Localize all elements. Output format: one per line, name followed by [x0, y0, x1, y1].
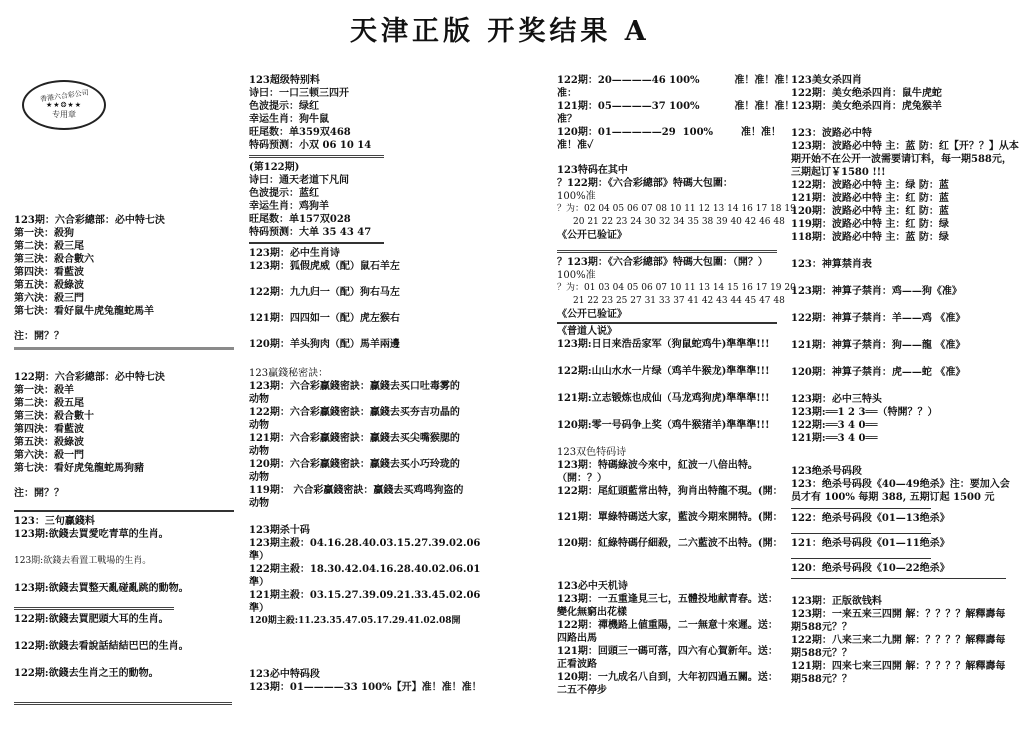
genuine-money-section: [791, 595, 1023, 686]
list-item: 123期：一五重逢見三七，五體投地献青春。送：: [557, 594, 778, 605]
divider: [14, 607, 174, 610]
list-item: 期588元？？: [791, 648, 852, 659]
list-item: 第三決：殺合數十: [14, 411, 94, 422]
official-stamp: [22, 80, 106, 130]
section-heading: 123双色特码诗: [557, 447, 627, 458]
special-code-123: [557, 256, 796, 324]
list-item: 122期主殺：18.30.42.04.16.28.40.02.06.01: [249, 564, 481, 575]
section-heading: 123期：正版欲钱料: [791, 596, 882, 607]
divider: [791, 533, 931, 534]
section-heading: 123必中天机诗: [557, 581, 628, 592]
list-item: 122期：美女绝杀四肖：鼠牛虎蛇: [791, 88, 942, 99]
list-item: 特码预测：大单 35 43 47: [249, 227, 372, 238]
list-item: 第六決：殺三門: [14, 293, 84, 304]
list-item: 120期：一九成名八自到，大年初四過五關。送：: [557, 672, 778, 683]
three-heads-section: [791, 393, 1023, 445]
number-list: 21 22 23 25 27 31 33 37 41 42 43 44 45 47 48: [573, 296, 785, 306]
column-3: [557, 74, 796, 697]
list-item: 123期：六合彩贏錢密訣：贏錢去买口吐毒雾的动物: [249, 381, 460, 405]
divider: [14, 347, 234, 350]
section-heading: 123超级特别料: [249, 75, 320, 86]
list-item: 期588元？？: [791, 622, 852, 633]
list-item: 四路出馬: [557, 633, 597, 644]
divider: [557, 322, 777, 324]
stamp-bottom-text: 专用章: [52, 109, 76, 119]
membership-notice: 123：绝杀号码段《40—49绝杀》注：要加入会员才有 100% 每期 388, 五期订起 1500 元: [791, 479, 1010, 503]
list-item: 诗曰：通天老道下凡间: [249, 175, 349, 186]
list-item: 幸运生肖：狗牛鼠: [249, 114, 329, 125]
list-item: 准：: [557, 88, 577, 99]
list-item: 122期:山山水水一片绿（鸡羊牛猴龙)準準準!!!: [557, 366, 770, 377]
section-heading: 123绝杀号码段: [791, 466, 862, 477]
heaven-poem-section: [557, 580, 777, 697]
list-item: 123期：特碼綠波今來中，紅波一八倍出特。: [557, 460, 758, 471]
kill-ten-codes-section: [249, 524, 484, 628]
list-item: 120期:零一号码争上奖（鸡牛猴猪羊)準準準!!!: [557, 420, 770, 431]
list-item: 诗曰：一口三顿三四开: [249, 88, 349, 99]
list-item: 121期：單綠特碼送大家，藍波今期來開特。(開：: [557, 512, 783, 523]
list-item: 122期:欲錢去生肖之王的動物。: [14, 668, 159, 679]
list-item: 准！准✓: [557, 140, 594, 151]
three-sentence-section: [14, 515, 234, 680]
list-item: 120期：01—————29 100% 准！准！: [557, 127, 781, 138]
number-list: 20 21 22 23 24 30 32 34 35 38 39 40 42 46 48: [573, 217, 785, 227]
list-item: 第五決：殺綠波: [14, 280, 84, 291]
list-item: 121期：波路必中特 主：红 防：蓝: [791, 193, 949, 204]
list-item: 第二決：殺三尾: [14, 241, 84, 252]
list-item: 122期：尾紅頭藍常出特，狗肖出特龍不現。(開：: [557, 486, 783, 497]
kill-range-section: [791, 465, 1023, 579]
seven-rules-123: [14, 214, 234, 350]
list-item: 123期:日日来浩岳家军（狗鼠蛇鸡牛)準準準!!!: [557, 339, 770, 350]
list-item: 122期:══3 4 0══: [791, 420, 878, 431]
list-item: 120期：六合彩贏錢密訣：贏錢去买小巧玲珑的动物: [249, 459, 460, 483]
history-results: [557, 74, 795, 152]
divider: [791, 508, 931, 509]
list-item: 第五決：殺綠波: [14, 437, 84, 448]
list-item: 121期：神算子禁肖：狗——龍 《准》: [791, 340, 966, 351]
list-item: 120期：波路必中特 主：红 防：蓝: [791, 206, 949, 217]
list-item: 120期：羊头狗肉（配）馬羊兩邊: [249, 339, 400, 350]
wave-path-section: [791, 127, 1023, 244]
list-item: 旺尾数：单157双028: [249, 214, 351, 225]
section-heading: 123贏錢秘密訣：: [249, 368, 329, 379]
column-1: [14, 214, 234, 680]
list-item: 第三決：殺合數六: [14, 254, 94, 265]
list-item: 121：绝杀号码段《01—11绝杀》: [791, 538, 950, 549]
list-item: 準）: [249, 551, 269, 562]
list-item: 特码预测：小双 06 10 14: [249, 140, 372, 151]
section-heading: 《普道人说》: [557, 326, 617, 337]
section-heading: 123期：必中三特头: [791, 394, 882, 405]
list-item: 121期：六合彩贏錢密訣：贏錢去买尖嘴猴腮的动物: [249, 433, 460, 457]
list-item: 121期主殺：03.15.27.39.09.21.33.45.02.06: [249, 590, 481, 601]
list-item: 123期：神算子禁肖：鸡——狗《准》: [791, 286, 962, 297]
note: 注：開？？: [14, 488, 64, 499]
list-item: 122期：八来三来二九開 解：？？？？解釋壽每: [791, 635, 1006, 646]
list-item: 正看波路: [557, 659, 597, 670]
list-item: 123期：狐假虎威（配）鼠石羊左: [249, 261, 400, 272]
list-item: 121期：回頭三一碼可落，四六有心賀新年。送：: [557, 646, 778, 657]
list-item: 二五不停步: [557, 685, 607, 696]
list-item: 準）: [249, 603, 269, 614]
list-item: 122期：神算子禁肖：羊——鸡 《准》: [791, 313, 966, 324]
divider: [14, 510, 234, 512]
list-item: 119期： 六合彩贏錢密訣：贏錢去买鸡鸣狗盗的动物: [249, 485, 464, 509]
section-heading: 123期杀十码: [249, 525, 310, 536]
section-heading: 123：神算禁肖表: [791, 259, 872, 270]
list-item: ？123期：《六合彩總部》特碼大包圍：（開？）: [557, 257, 768, 268]
super-special-123: [249, 74, 484, 158]
list-item: 122期：六合彩贏錢密訣：贏錢去买夯吉功晶的动物: [249, 407, 460, 431]
list-item: 122期：禪機路上値重陽，二一無意十來遲。送：: [557, 620, 778, 631]
section-heading: 123美女杀四肖: [791, 75, 862, 86]
list-item: 幸运生肖：鸡狗羊: [249, 201, 329, 212]
list-item: 122期:欲錢去買肥頭大耳的生肖。: [14, 614, 169, 625]
list-item: 第四決：看藍波: [14, 424, 84, 435]
list-item: （開：？）: [557, 473, 607, 484]
list-item: 118期：波路必中特 主：蓝 防：绿: [791, 232, 949, 243]
column-2: [249, 74, 484, 694]
divider: [791, 558, 931, 559]
list-item: 121期:立志锻炼也成仙（马龙鸡狗虎)準準準!!!: [557, 393, 770, 404]
list-item: 期588元？？: [791, 674, 852, 685]
list-item: 第七決：看好虎兔龍蛇馬狗豬: [14, 463, 144, 474]
list-item: 100%准: [557, 191, 596, 202]
special-code-range-section: [249, 668, 484, 694]
divider: [249, 155, 384, 158]
zodiac-poem-section: [249, 247, 484, 351]
stamp-stars-icon: ★★❂★★: [46, 100, 82, 109]
list-item: 121期：05————37 100% 准！准！准！: [557, 101, 795, 112]
list-item: 123期：01————33 100%【开】准！准！准！: [249, 682, 482, 693]
list-item: 123期:欲錢去買整天亂碰亂跳的動物。: [14, 583, 189, 594]
list-item: 121期:══3 4 0══: [791, 433, 878, 444]
number-list: ？为：01 03 04 05 06 07 10 11 13 14 15 16 17 19 20: [557, 283, 796, 293]
list-item: 第一決：殺狗: [14, 228, 74, 239]
list-item: 122期：九九归一（配）狗右马左: [249, 287, 400, 298]
list-item: 色波提示：绿红: [249, 101, 319, 112]
list-item: 120期：神算子禁肖：虎——蛇 《准》: [791, 367, 966, 378]
list-item: 123期：美女绝杀四肖：虎兔猴羊: [791, 101, 942, 112]
section-heading: 123必中特码段: [249, 669, 320, 680]
stamp-top-text: 香港六合彩公司: [39, 88, 89, 103]
list-item: 旺尾数：单359双468: [249, 127, 351, 138]
list-item: 準）: [249, 577, 269, 588]
seven-rules-122: [14, 371, 234, 500]
list-item: 121期：四来七来三四開 解：？？？？解釋壽每: [791, 661, 1006, 672]
list-item: 120期：紅綠特碼仔細殺，二六藍波不出特。(開：: [557, 538, 783, 549]
list-item: 123期：必中生肖诗: [249, 248, 340, 259]
section-heading: 122期：六合彩總部：必中特七決: [14, 372, 165, 383]
list-item: 122：绝杀号码段《01—13绝杀》: [791, 513, 950, 524]
list-item: 第七決：看好鼠牛虎兔龍蛇馬羊: [14, 306, 154, 317]
forbidden-zodiac-section: [791, 258, 1023, 379]
column-4: [791, 74, 1023, 686]
special-code-122: [557, 164, 796, 253]
list-item: 122期:欲錢去看說話結結巴巴的生肖。: [14, 641, 189, 652]
super-special-122: [249, 161, 484, 244]
section-heading: 123特码在其中: [557, 165, 628, 176]
verified-label: 《公开已验证》: [557, 230, 627, 241]
list-item: 第一決：殺羊: [14, 385, 74, 396]
divider: [249, 242, 384, 244]
divider: [791, 578, 1006, 579]
section-heading: (第122期): [249, 162, 300, 173]
divider: [14, 702, 232, 705]
verified-label: 《公开已验证》: [557, 309, 627, 320]
list-item: 119期：波路必中特 主：红 防：绿: [791, 219, 949, 230]
list-item: 121期：四四如一（配）虎左猴右: [249, 313, 400, 324]
section-heading: 123：波路必中特: [791, 128, 872, 139]
list-item: 123期:══1 2 3══（特開？？）: [791, 407, 938, 418]
list-item: 准？: [557, 114, 577, 125]
section-heading: 123：三句贏錢料: [14, 516, 95, 527]
list-item: 色波提示：蓝红: [249, 188, 319, 199]
list-item: 120期主殺:11.23.35.47.05.17.29.41.02.08開: [249, 616, 461, 626]
winning-secret-section: [249, 367, 484, 510]
list-item: 120：绝杀号码段《10—22绝杀》: [791, 563, 950, 574]
list-item: 123期:欲錢去買愛吃青草的生肖。: [14, 529, 169, 540]
list-item: 100%准: [557, 270, 596, 281]
subscription-notice: 123期：波路必中特 主：蓝 防：红【开？？】从本期开始不在公开一波需要请订料，每一期588元，三期起订￥1580 !!!: [791, 141, 1019, 178]
list-item: 123期主殺：04.16.28.40.03.15.27.39.02.06: [249, 538, 481, 549]
page-title: 天津正版 开奖结果 A: [350, 16, 650, 47]
note: 注：開？？: [14, 331, 64, 342]
list-item: 122期：波路必中特 主：绿 防：蓝: [791, 180, 949, 191]
list-item: 123期:欲錢去看置工戰場的生肖。: [14, 556, 152, 566]
taoist-says-section: [557, 325, 777, 432]
list-item: 123期：一来五来三四開 解：？？？？解釋壽每: [791, 609, 1006, 620]
divider: [557, 250, 777, 253]
list-item: 第四決：看藍波: [14, 267, 84, 278]
two-color-poem-section: [557, 446, 783, 550]
beauty-kill-section: [791, 74, 1023, 113]
list-item: 變化無窮出花樣: [557, 607, 627, 618]
list-item: 第六決：殺一門: [14, 450, 84, 461]
section-heading: 123期：六合彩總部：必中特七決: [14, 215, 165, 226]
list-item: 第二決：殺五尾: [14, 398, 84, 409]
list-item: ？122期：《六合彩總部》特碼大包圍：: [557, 178, 733, 189]
number-list: ？为：02 04 05 06 07 08 10 11 12 13 14 16 17 18 19: [557, 204, 796, 214]
list-item: 122期：20————46 100% 准！准！准！: [557, 75, 795, 86]
